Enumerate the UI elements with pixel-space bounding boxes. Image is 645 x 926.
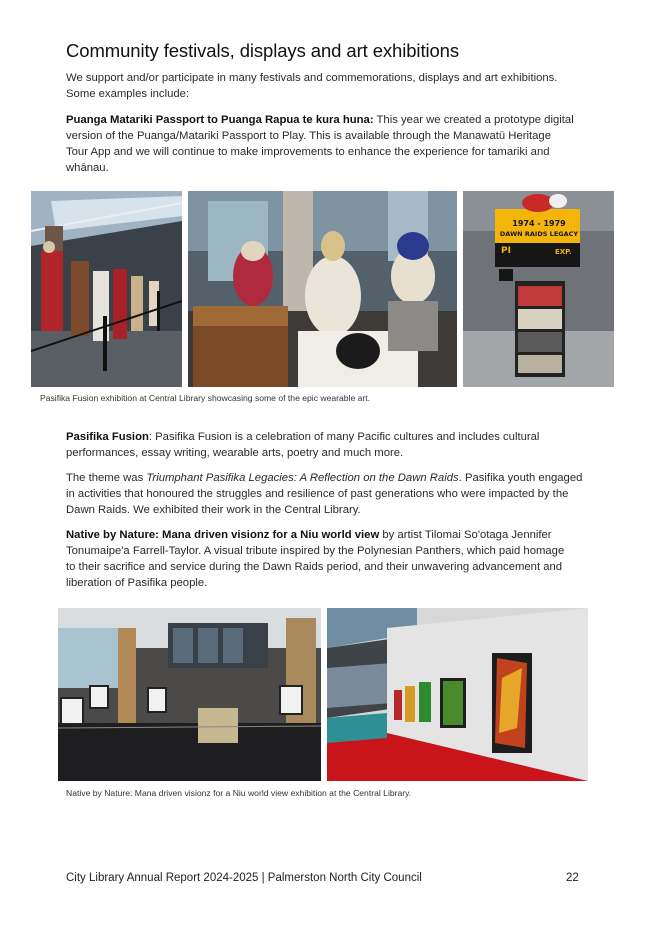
theme-line-2: in activities that honoured the struggles and resilience of past generations who were impacted by the	[66, 488, 569, 500]
caption-native-by-nature: Native by Nature: Mana driven visionz for a Niu world view exhibition at the Central Library.	[66, 788, 412, 798]
puanga-title: Puanga Matariki Passport to Puanga Rapua te kura huna:	[66, 114, 374, 126]
native-line-1: by artist Tilomai So'otaga Jennifer	[379, 529, 552, 541]
caption-pasifika-fusion: Pasifika Fusion exhibition at Central Library showcasing some of the epic wearable art.	[40, 393, 371, 403]
photo-library-atrium-exhibition	[58, 608, 321, 781]
fusion-line-2: performances, essay writing, wearable arts, poetry and much more.	[66, 447, 404, 459]
puanga-line-1: This year we created a prototype digital	[376, 114, 574, 126]
dawn-raids-pi-tag: PI	[501, 246, 511, 256]
theme-prefix: The theme was	[66, 472, 147, 484]
section-heading: Community festivals, displays and art exhibitions	[66, 40, 460, 61]
native-line-3: to their sacrifice and service during the Dawn Raids period, and their unwavering advancement and	[66, 561, 563, 573]
puanga-line-2: version of the Puanga/Matariki Passport to Play. This is available through the Manawatū Heritage	[66, 130, 551, 142]
theme-line-3: Dawn Raids. We exhibited their work in the Central Library.	[66, 504, 361, 516]
native-line-4: liberation of Pasifika people.	[66, 577, 208, 589]
puanga-line-4: whānau.	[66, 162, 109, 174]
photo-gallery-wall-artworks	[327, 608, 588, 781]
native-line-2: Tonumaipe'a Farrell-Taylor. A visual tribute inspired by the Polynesian Panthers, which paid homage	[66, 545, 565, 557]
puanga-paragraph	[66, 112, 574, 176]
fusion-line-1: : Pasifika Fusion is a celebration of many Pacific cultures and includes cultural	[148, 431, 540, 443]
dawn-raids-title: DAWN RAIDS LEGACY	[499, 230, 579, 238]
fusion-title: Pasifika Fusion	[66, 431, 149, 443]
puanga-line-3: Tour App and we will continue to make improvements to enhance the experience for tamariki and	[66, 146, 550, 158]
fusion-paragraph	[66, 429, 539, 461]
dawn-raids-exp-tag: EXP.	[555, 248, 572, 256]
page-number: 22	[566, 872, 579, 884]
theme-suffix: . Pasifika youth engaged	[458, 472, 583, 484]
intro-line-1: We support and/or participate in many festivals and commemorations, displays and art exhibitions.	[66, 72, 558, 84]
theme-paragraph	[66, 470, 582, 518]
intro-line-2: Some examples include:	[66, 88, 190, 100]
native-title: Native by Nature: Mana driven visionz for a Niu world view	[66, 529, 380, 541]
native-paragraph	[66, 527, 564, 591]
footer-text: City Library Annual Report 2024-2025 | Palmerston North City Council	[66, 872, 422, 884]
photo-wearable-art-gallery	[31, 191, 182, 387]
photo-wearable-art-display	[188, 191, 457, 387]
intro-text	[66, 70, 557, 102]
theme-title: Triumphant Pasifika Legacies: A Reflection on the Dawn Raids	[146, 472, 459, 484]
dawn-raids-years: 1974 - 1979	[512, 219, 566, 228]
dawn-raids-sign-text	[499, 219, 579, 239]
photo-dawn-raids-legacy	[463, 191, 614, 387]
